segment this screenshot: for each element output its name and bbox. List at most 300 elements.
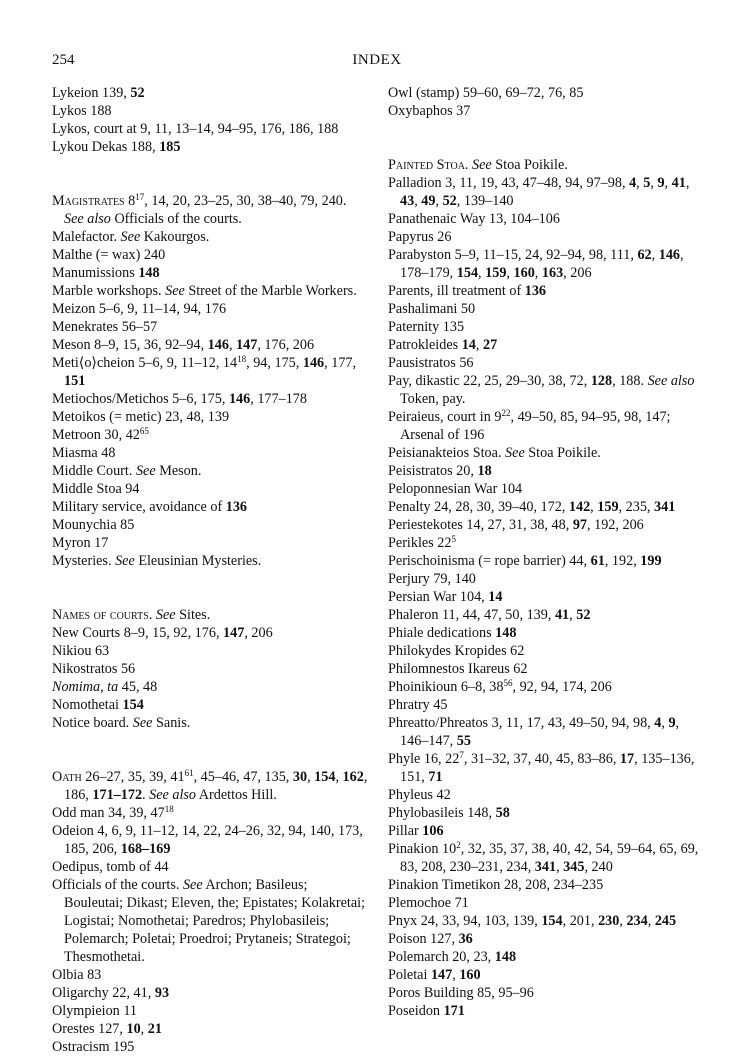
entry-text: Meson.: [155, 463, 202, 479]
entry-text: ,: [534, 265, 542, 281]
entry-text: , 192, 206: [587, 517, 644, 533]
section-gap: [52, 570, 368, 606]
entry-text: , 192,: [604, 553, 641, 569]
entry-text: Pashalimani 50: [388, 301, 476, 317]
page-ref-bold: 148: [494, 949, 517, 965]
italic-text: See: [132, 715, 153, 731]
entry-text: ,: [556, 859, 564, 875]
page-ref-bold: 17: [619, 751, 635, 767]
italic-text: See: [165, 283, 185, 299]
entry-text: , 235,: [618, 499, 655, 515]
entry-text: Odeion 4, 6, 9, 11–12, 14, 22, 24–26, 32, 94, 140, 173, 185, 206,: [52, 823, 363, 857]
page-ref-bold: 10: [126, 1021, 141, 1037]
entry-text: Mounychia 85: [52, 517, 135, 533]
page-ref-bold: 43: [400, 193, 415, 209]
index-entry: [52, 228, 368, 246]
entry-text: ,: [590, 499, 598, 515]
footnote-ref: 18: [164, 804, 174, 814]
entry-text: Lykos, court at 9, 11, 13–14, 94–95, 176, 186, 188: [52, 121, 339, 137]
index-entry: [388, 228, 704, 246]
entry-text: Pinakion Timetikon 28, 208, 234–235: [388, 877, 604, 893]
entry-text: Stoa Poikile.: [491, 157, 568, 173]
index-entry: [388, 984, 704, 1002]
entry-text: Ostracism 195: [52, 1039, 135, 1055]
page-ref-bold: 61: [590, 553, 605, 569]
page-ref-bold: 9: [657, 175, 665, 191]
entry-text: ,: [685, 175, 690, 191]
index-entry: [388, 552, 704, 570]
entry-text: , 135–136, 151,: [400, 751, 695, 785]
page-ref-bold: 154: [122, 697, 144, 713]
section-gap: [388, 120, 704, 156]
page-ref-bold: 136: [225, 499, 248, 515]
entry-text: Orestes 127,: [52, 1021, 127, 1037]
footnote-ref: 17: [135, 192, 145, 202]
entry-text: Marble workshops.: [52, 283, 166, 299]
page-ref-bold: 230: [598, 913, 620, 929]
entry-text: Archon; Basileus; Bouleutai; Dikast; Eleven, the; Epistates; Kolakretai; Logistai; Nomothetai; Paredros; Phylobasileis; Polemarch; Poletai; Proedroi; Prytaneis; Strategoi; Thesmothetai.: [64, 877, 366, 965]
entry-text: , 14, 20, 23–25, 30, 38–40, 79, 240.: [144, 193, 347, 209]
page-ref-bold: 163: [541, 265, 564, 281]
entry-text: Philokydes Kropides 62: [388, 643, 525, 659]
entry-text: Stoa Poikile.: [524, 445, 601, 461]
page-ref-bold: 62: [637, 247, 652, 263]
index-entry: [52, 696, 368, 714]
index-entry: [52, 426, 368, 444]
entry-text: Myron 17: [52, 535, 109, 551]
entry-text: 8: [124, 193, 136, 209]
entry-text: ,: [335, 769, 343, 785]
italic-text: See: [135, 463, 156, 479]
entry-text: Mysteries.: [52, 553, 116, 569]
entry-text: Middle Stoa 94: [52, 481, 140, 497]
page-ref-bold: 345: [563, 859, 585, 875]
page-ref-bold: 146: [302, 355, 325, 371]
index-entry: [52, 1002, 368, 1020]
entry-text: , 186,: [64, 769, 368, 803]
page-ref-bold: 160: [513, 265, 535, 281]
entry-text: Nikostratos 56: [52, 661, 136, 677]
entry-text: Pnyx 24, 33, 94, 103, 139,: [388, 913, 542, 929]
index-entry: [52, 1020, 368, 1038]
footnote-ref: 61: [184, 768, 194, 778]
index-entry: [388, 840, 704, 876]
footnote-ref: 56: [503, 678, 513, 688]
page-ref-bold: 142: [568, 499, 591, 515]
index-entry: [388, 624, 704, 642]
entry-text: 45, 48: [118, 679, 158, 695]
index-entry: [388, 462, 704, 480]
index-entry: [388, 354, 704, 372]
entry-text: ,: [228, 337, 237, 353]
entry-text: Peiraieus, court in 9: [388, 409, 502, 425]
italic-text: See also: [149, 787, 197, 803]
entry-text: Philomnestos Ikareus 62: [388, 661, 528, 677]
page-ref-bold: 14: [461, 337, 476, 353]
entry-text: , 176, 206: [257, 337, 315, 353]
entry-text: Perikles 22: [388, 535, 452, 551]
entry-text: , 177–178: [250, 391, 307, 407]
page-number: 254: [52, 52, 75, 68]
entry-text: Olympieion 11: [52, 1003, 137, 1019]
index-entry: [388, 696, 704, 714]
entry-text: Metroon 30, 42: [52, 427, 140, 443]
index-entry: [52, 822, 368, 858]
index-entry: [388, 318, 704, 336]
entry-text: Phaleron 11, 44, 47, 50, 139,: [388, 607, 555, 623]
page-ref-bold: 5: [643, 175, 651, 191]
entry-text: Sites.: [175, 607, 211, 623]
italic-text: See also: [647, 373, 695, 389]
entry-text: Meizon 5–6, 9, 11–14, 94, 176: [52, 301, 227, 317]
index-entry: [388, 336, 704, 354]
entry-text: .: [148, 607, 156, 623]
entry-text: Officials of the courts.: [110, 211, 242, 227]
italic-text: See: [182, 877, 203, 893]
index-entry: [388, 282, 704, 300]
page-header: [52, 52, 702, 72]
index-entry: [52, 768, 368, 804]
entry-text: Nikiou 63: [52, 643, 110, 659]
entry-text: , 146–147,: [400, 715, 680, 749]
index-entry: [52, 138, 368, 156]
footnote-ref: 2: [456, 840, 461, 850]
page-ref-bold: 245: [654, 913, 677, 929]
index-entry: [388, 246, 704, 282]
entry-text: Perischoinisma (= rope barrier) 44,: [388, 553, 591, 569]
entry-text: ,: [452, 967, 460, 983]
entry-text: Pillar: [388, 823, 423, 839]
page-ref-bold: 341: [654, 499, 676, 515]
index-entry: [52, 282, 368, 300]
entry-text: Lykeion 139,: [52, 85, 131, 101]
entry-text: Manumissions: [52, 265, 139, 281]
index-entry: [388, 660, 704, 678]
index-entry: [388, 498, 704, 516]
entry-text: Polemarch 20, 23,: [388, 949, 495, 965]
entry-text: Nomothetai: [52, 697, 123, 713]
page-ref-bold: 49: [421, 193, 436, 209]
index-entry: [52, 462, 368, 480]
entry-text: ,: [650, 175, 658, 191]
index-entry: [388, 912, 704, 930]
entry-text: ,: [664, 175, 672, 191]
entry-text: Poros Building 85, 95–96: [388, 985, 534, 1001]
index-entry: [388, 210, 704, 228]
entry-text: Ardettos Hill.: [196, 787, 277, 803]
entry-text: Olbia 83: [52, 967, 102, 983]
section-heading: Oath: [52, 769, 82, 785]
page-ref-bold: 58: [495, 805, 510, 821]
entry-text: Pausistratos 56: [388, 355, 474, 371]
entry-text: , 201,: [562, 913, 599, 929]
entry-text: ,: [475, 337, 483, 353]
index-entry: [52, 966, 368, 984]
index-entry: [52, 642, 368, 660]
page-ref-bold: 171–172: [92, 787, 143, 803]
entry-text: Meti⟨o⟩cheion 5–6, 9, 11–12, 14: [52, 355, 238, 371]
footnote-ref: 5: [451, 534, 456, 544]
entry-text: Token, pay.: [400, 391, 466, 407]
entry-text: Street of the Marble Workers.: [184, 283, 357, 299]
index-entry: [52, 624, 368, 642]
entry-text: Kakourgos.: [140, 229, 210, 245]
entry-text: Pinakion 10: [388, 841, 457, 857]
entry-text: ,: [651, 247, 659, 263]
entry-text: Peisistratos 20,: [388, 463, 478, 479]
index-entry: [388, 408, 704, 444]
entry-text: Menekrates 56–57: [52, 319, 158, 335]
entry-text: Parabyston 5–9, 11–15, 24, 92–94, 98, 111,: [388, 247, 638, 263]
page-ref-bold: 136: [524, 283, 546, 299]
index-entry: [52, 534, 368, 552]
page-ref-bold: 52: [576, 607, 591, 623]
section-gap: [52, 156, 368, 192]
page-ref-bold: 18: [477, 463, 492, 479]
index-entry: [388, 516, 704, 534]
index-entry: [388, 822, 704, 840]
entry-text: Owl (stamp) 59–60, 69–72, 76, 85: [388, 85, 584, 101]
index-entry: [52, 714, 368, 732]
page-ref-bold: 55: [456, 733, 471, 749]
index-entry: [52, 318, 368, 336]
index-column-left: [52, 84, 368, 1056]
entry-text: ,: [307, 769, 315, 785]
entry-text: Plemochoe 71: [388, 895, 469, 911]
entry-text: Officials of the courts.: [52, 877, 183, 893]
page-ref-bold: 154: [314, 769, 336, 785]
entry-text: Peloponnesian War 104: [388, 481, 523, 497]
entry-text: Military service, avoidance of: [52, 499, 226, 515]
index-entry: [52, 264, 368, 282]
index-entry: [52, 354, 368, 390]
index-entry: [52, 984, 368, 1002]
entry-text: Poletai: [388, 967, 431, 983]
entry-text: Lykos 188: [52, 103, 112, 119]
page-ref-bold: 148: [138, 265, 160, 281]
index-entry: [52, 606, 368, 624]
index-entry: [388, 156, 704, 174]
entry-text: Sanis.: [152, 715, 191, 731]
page-ref-bold: 52: [130, 85, 145, 101]
index-entry: [52, 552, 368, 570]
page-ref-bold: 106: [422, 823, 444, 839]
entry-text: Oedipus, tomb of 44: [52, 859, 169, 875]
entry-text: , 206: [244, 625, 273, 641]
index-entry: [388, 570, 704, 588]
index-entry: [388, 948, 704, 966]
entry-text: ,: [636, 175, 644, 191]
index-entry: [52, 498, 368, 516]
entry-text: Lykou Dekas 188,: [52, 139, 160, 155]
page-ref-bold: 159: [485, 265, 507, 281]
entry-text: , 188.: [612, 373, 648, 389]
italic-text: See: [472, 157, 492, 173]
index-entry: [52, 408, 368, 426]
entry-text: Poseidon: [388, 1003, 444, 1019]
entry-text: Papyrus 26: [388, 229, 452, 245]
index-entry: [52, 804, 368, 822]
index-entry: [388, 642, 704, 660]
entry-text: Malefactor.: [52, 229, 121, 245]
italic-text: Nomima, ta: [52, 679, 119, 695]
index-entry: [388, 300, 704, 318]
entry-text: , 49–50, 85, 94–95, 98, 147; Arsenal of 196: [400, 409, 671, 443]
entry-text: Palladion 3, 11, 19, 43, 47–48, 94, 97–98,: [388, 175, 630, 191]
italic-text: See also: [64, 211, 111, 227]
entry-text: ,: [647, 913, 655, 929]
entry-text: Malthe (= wax) 240: [52, 247, 166, 263]
section-heading: Names of courts: [52, 607, 149, 623]
entry-text: .: [142, 787, 150, 803]
entry-text: Oligarchy 22, 41,: [52, 985, 155, 1001]
entry-text: Pay, dikastic 22, 25, 29–30, 38, 72,: [388, 373, 591, 389]
index-entry: [52, 300, 368, 318]
page-ref-bold: 9: [668, 715, 676, 731]
entry-text: Metiochos/Metichos 5–6, 175,: [52, 391, 229, 407]
index-entry: [52, 480, 368, 498]
entry-text: Persian War 104,: [388, 589, 489, 605]
page-ref-bold: 128: [590, 373, 613, 389]
entry-text: Paternity 135: [388, 319, 465, 335]
index-entry: [388, 444, 704, 462]
italic-text: See: [120, 229, 141, 245]
entry-text: ,: [414, 193, 422, 209]
index-entry: [52, 336, 368, 354]
page-ref-bold: 97: [572, 517, 587, 533]
index-entry: [388, 894, 704, 912]
index-entry: [388, 966, 704, 984]
page-ref-bold: 146: [228, 391, 251, 407]
index-entry: [388, 102, 704, 120]
page-ref-bold: 151: [64, 373, 86, 389]
footnote-ref: 18: [237, 354, 247, 364]
index-entry: [388, 804, 704, 822]
page-ref-bold: 171: [443, 1003, 465, 1019]
entry-text: ,: [569, 607, 577, 623]
entry-text: .: [464, 157, 473, 173]
entry-text: Poison 127,: [388, 931, 459, 947]
index-entry: [388, 84, 704, 102]
index-entry: [52, 444, 368, 462]
page-ref-bold: 185: [159, 139, 181, 155]
index-entry: [388, 372, 704, 408]
entry-text: , 92, 94, 174, 206: [512, 679, 612, 695]
entry-text: Patrokleides: [388, 337, 462, 353]
page-ref-bold: 147: [430, 967, 453, 983]
page-ref-bold: 162: [342, 769, 364, 785]
index-entry: [52, 84, 368, 102]
entry-text: Penalty 24, 28, 30, 39–40, 172,: [388, 499, 569, 515]
italic-text: See: [505, 445, 525, 461]
page-ref-bold: 148: [495, 625, 517, 641]
entry-text: Notice board.: [52, 715, 133, 731]
index-column-right: [388, 84, 704, 1020]
entry-text: , 177,: [324, 355, 357, 371]
index-entry: [52, 192, 368, 228]
entry-text: Phoinikioun 6–8, 38: [388, 679, 504, 695]
entry-text: Phyle 16, 22: [388, 751, 460, 767]
index-entry: [388, 174, 704, 210]
index-entry: [388, 876, 704, 894]
entry-text: ,: [478, 265, 486, 281]
index-entry: [388, 588, 704, 606]
page-ref-bold: 199: [640, 553, 662, 569]
entry-text: Peisianakteios Stoa.: [388, 445, 506, 461]
page-ref-bold: 14: [488, 589, 503, 605]
page-ref-bold: 4: [654, 715, 662, 731]
index-entry: [52, 678, 368, 696]
entry-text: , 31–32, 37, 40, 45, 83–86,: [463, 751, 620, 767]
entry-text: Metoikos (= metic) 23, 48, 139: [52, 409, 230, 425]
index-entry: [388, 786, 704, 804]
page-ref-bold: 341: [534, 859, 557, 875]
page-ref-bold: 147: [223, 625, 245, 641]
entry-text: ,: [661, 715, 669, 731]
running-head: INDEX: [352, 52, 402, 68]
page-ref-bold: 36: [458, 931, 473, 947]
entry-text: Phylobasileis 148,: [388, 805, 496, 821]
page-ref-bold: 146: [207, 337, 229, 353]
entry-text: Middle Court.: [52, 463, 136, 479]
section-heading: Magistrates: [52, 193, 125, 209]
index-entry: [388, 606, 704, 624]
italic-text: See: [155, 607, 176, 623]
entry-text: Oxybaphos 37: [388, 103, 471, 119]
page-ref-bold: 234: [626, 913, 648, 929]
entry-text: Panathenaic Way 13, 104–106: [388, 211, 560, 227]
page-ref-bold: 52: [442, 193, 457, 209]
page-ref-bold: 168–169: [120, 841, 171, 857]
entry-text: ,: [506, 265, 514, 281]
index-entry: [388, 750, 704, 786]
page-ref-bold: 146: [658, 247, 681, 263]
entry-text: Phratry 45: [388, 697, 448, 713]
index-entry: [388, 678, 704, 696]
entry-text: Odd man 34, 39, 47: [52, 805, 165, 821]
entry-text: , 32, 35, 37, 38, 40, 42, 54, 59–64, 65, 69, 83, 208, 230–231, 234,: [400, 841, 699, 875]
index-entry: [52, 120, 368, 138]
page-ref-bold: 93: [154, 985, 170, 1001]
index-entry: [388, 930, 704, 948]
index-entry: [52, 660, 368, 678]
entry-text: Parents, ill treatment of: [388, 283, 525, 299]
entry-text: Phiale dedications: [388, 625, 496, 641]
footnote-ref: 65: [139, 426, 149, 436]
entry-text: ,: [435, 193, 443, 209]
index-entry: [388, 534, 704, 552]
entry-text: Phreatto/Phreatos 3, 11, 17, 43, 49–50, 94, 98,: [388, 715, 655, 731]
page-ref-bold: 4: [629, 175, 637, 191]
index-entry: [52, 390, 368, 408]
page-ref-bold: 27: [482, 337, 498, 353]
footnote-ref: 22: [501, 408, 511, 418]
index-entry: [52, 102, 368, 120]
entry-text: , 45–46, 47, 135,: [193, 769, 293, 785]
index-entry: [52, 516, 368, 534]
index-entry: [52, 858, 368, 876]
entry-text: ,: [619, 913, 627, 929]
entry-text: New Courts 8–9, 15, 92, 176,: [52, 625, 224, 641]
entry-text: , 94, 175,: [246, 355, 303, 371]
entry-text: ,: [140, 1021, 148, 1037]
page-ref-bold: 147: [236, 337, 258, 353]
page-ref-bold: 160: [459, 967, 481, 983]
section-gap: [52, 732, 368, 768]
index-entry: [388, 714, 704, 750]
section-heading: Painted Stoa: [388, 157, 465, 173]
entry-text: Perjury 79, 140: [388, 571, 476, 587]
